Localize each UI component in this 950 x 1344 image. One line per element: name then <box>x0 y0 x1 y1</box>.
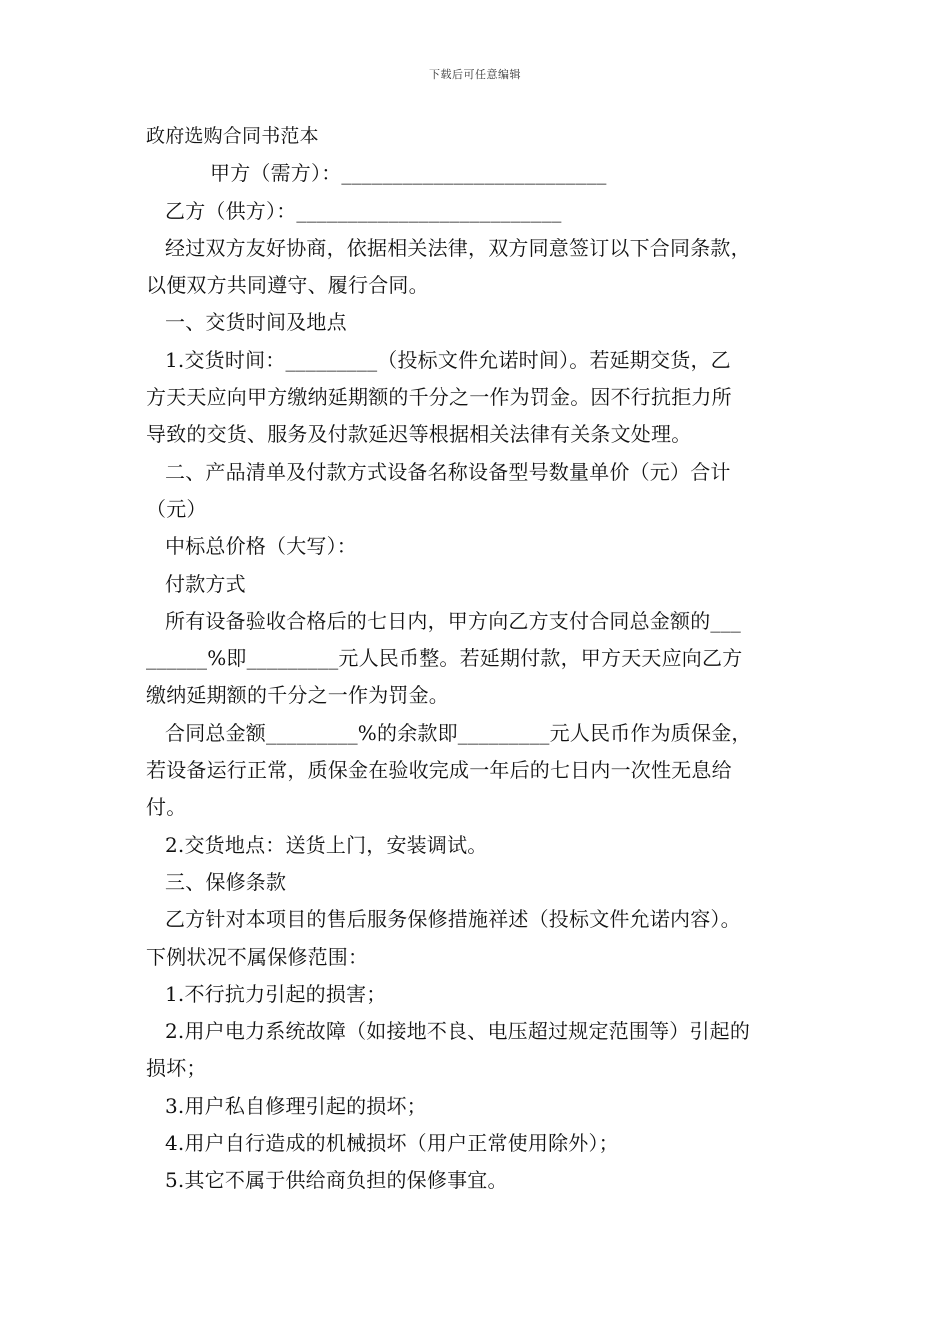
document-line: 乙方（供方）：__________________________ <box>165 198 562 223</box>
page-header: 下载后可任意编辑 <box>429 68 521 81</box>
document-line: 1.不行抗力引起的损害； <box>165 981 387 1006</box>
document-line: 以便双方共同遵守、履行合同。 <box>146 273 429 298</box>
document-line: 导致的交货、服务及付款延迟等根据相关法律有关条文处理。 <box>146 422 692 447</box>
document-line: （元） <box>146 496 207 521</box>
document-line: 缴纳延期额的千分之一作为罚金。 <box>146 683 449 708</box>
document-line: 损坏； <box>146 1056 207 1081</box>
document-line: 2.交货地点：送货上门，安装调试。 <box>165 832 488 857</box>
document-line: 中标总价格（大写）： <box>165 534 357 559</box>
document-line: 乙方针对本项目的售后服务保修措施祥述（投标文件允诺内容）。 <box>165 907 741 932</box>
document-line: 5.其它不属于供给商负担的保修事宜。 <box>165 1168 508 1193</box>
document-body <box>146 118 816 1200</box>
document-line: 2.用户电力系统故障（如接地不良、电压超过规定范围等）引起的 <box>165 1019 751 1044</box>
document-line: 方天天应向甲方缴纳延期额的千分之一作为罚金。因不行抗拒力所 <box>146 385 732 410</box>
document-line: 一、交货时间及地点 <box>165 310 347 335</box>
document-line: 经过双方友好协商，依据相关法律，双方同意签订以下合同条款， <box>165 235 751 260</box>
document-line: ______%即_________元人民币整。若延期付款，甲方天天应向乙方 <box>146 646 743 671</box>
document-line: 所有设备验收合格后的七日内，甲方向乙方支付合同总金额的___ <box>165 608 741 633</box>
document-line: 二、产品清单及付款方式设备名称设备型号数量单价（元）合计 <box>165 459 731 484</box>
document-line: 若设备运行正常，质保金在验收完成一年后的七日内一次性无息给 <box>146 758 732 783</box>
document-line: 1.交货时间：_________（投标文件允诺时间）。若延期交货，乙 <box>165 347 731 372</box>
document-line: 3.用户私自修理引起的损坏； <box>165 1093 427 1118</box>
document-line: 付。 <box>146 795 187 820</box>
document-title: 政府选购合同书范本 <box>146 125 319 147</box>
document-line: 三、保修条款 <box>165 869 287 894</box>
document-line: 下例状况不属保修范围： <box>146 944 369 969</box>
document-line: 合同总金额_________%的余款即_________元人民币作为质保金， <box>165 720 752 745</box>
document-lines <box>146 155 816 1199</box>
document-line: 4.用户自行造成的机械损坏（用户正常使用除外）； <box>165 1131 619 1156</box>
document-line: 付款方式 <box>165 571 246 596</box>
document-line: 甲方（需方）：__________________________ <box>210 161 607 186</box>
